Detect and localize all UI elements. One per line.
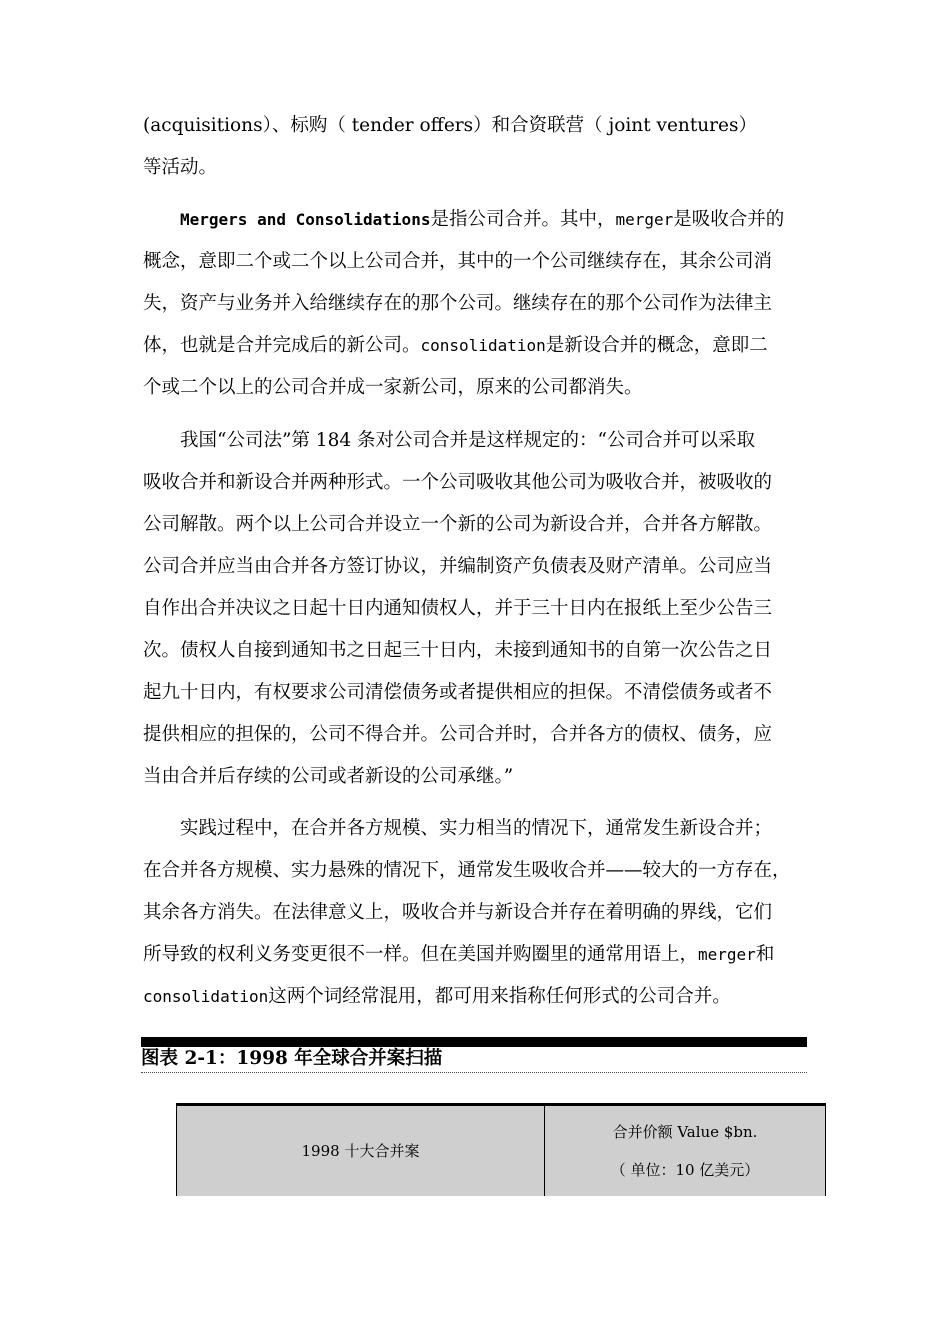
header-top-ten-mergers: 1998 十大合并案 bbox=[301, 1142, 420, 1160]
text-line: 公司合并应当由合并各方签订协议，并编制资产负债表及财产清单。公司应当 bbox=[143, 556, 773, 577]
text-line: 公司解散。两个以上公司合并设立一个新的公司为新设合并，合并各方解散。 bbox=[143, 514, 773, 535]
paragraph-intro-continuation bbox=[143, 105, 807, 189]
header-value: 合并价额 Value $bn. bbox=[612, 1123, 758, 1141]
paragraph-practice bbox=[143, 808, 807, 1018]
text-line: (acquisitions）、标购（ tender offers）和合资联营（ joint ventures） bbox=[143, 115, 757, 136]
text-line: 在合并各方规模、实力悬殊的情况下，通常发生吸收合并——较大的一方存在， bbox=[143, 860, 791, 881]
figure-title: 图表 2-1：1998 年全球合并案扫描 bbox=[141, 1046, 807, 1073]
text-line: 其余各方消失。在法律意义上，吸收合并与新设合并存在着明确的界线，它们 bbox=[143, 902, 773, 923]
text-line: 次。债权人自接到通知书之日起三十日内，未接到通知书的自第一次公告之日 bbox=[143, 640, 773, 661]
text-line: 所导致的权利义务变更很不一样。但在美国并购圈里的通常用语上，merger和 bbox=[143, 944, 775, 965]
paragraph-mergers-definition bbox=[143, 199, 807, 409]
table-header-cell bbox=[545, 1106, 825, 1196]
text-line: 自作出合并决议之日起十日内通知债权人，并于三十日内在报纸上至少公告三 bbox=[143, 598, 773, 619]
term-mergers-consolidations: Mergers and Consolidations bbox=[180, 210, 431, 229]
text-line: Mergers and Consolidations是指公司合并。其中，merger是吸收合并的 bbox=[180, 209, 785, 230]
merger-table bbox=[176, 1103, 826, 1196]
text-line: 吸收合并和新设合并两种形式。一个公司吸收其他公司为吸收合并，被吸收的 bbox=[143, 472, 773, 493]
text-line: consolidation这两个词经常混用，都可用来指称任何形式的公司合并。 bbox=[143, 986, 731, 1007]
text-line: 个或二个以上的公司合并成一家新公司，原来的公司都消失。 bbox=[143, 377, 643, 398]
paragraph-company-law bbox=[143, 420, 807, 798]
term-consolidation: consolidation bbox=[420, 336, 546, 355]
text-line: 起九十日内，有权要求公司清偿债务或者提供相应的担保。不清偿债务或者不 bbox=[143, 682, 773, 703]
text-line: 我国“公司法”第 184 条对公司合并是这样规定的：“公司合并可以采取 bbox=[180, 430, 755, 451]
text-line: 失，资产与业务并入给继续存在的那个公司。继续存在的那个公司作为法律主 bbox=[143, 293, 773, 314]
text-line: 当由合并后存续的公司或者新设的公司承继。” bbox=[143, 766, 514, 787]
text-line: 概念，意即二个或二个以上公司合并，其中的一个公司继续存在，其余公司消 bbox=[143, 251, 773, 272]
text-line: 等活动。 bbox=[143, 157, 218, 178]
table-header-cell bbox=[177, 1106, 545, 1196]
text-line: 提供相应的担保的，公司不得合并。公司合并时，合并各方的债权、债务，应 bbox=[143, 724, 773, 745]
term-merger: merger bbox=[698, 945, 756, 964]
text-line: 体，也就是合并完成后的新公司。consolidation是新设合并的概念，意即二 bbox=[143, 335, 768, 356]
text-line: 实践过程中，在合并各方规模、实力相当的情况下，通常发生新设合并； bbox=[180, 818, 773, 839]
term-merger: merger bbox=[615, 210, 674, 229]
term-consolidation: consolidation bbox=[143, 987, 269, 1006]
header-unit: （ 单位：10 亿美元） bbox=[610, 1161, 760, 1179]
